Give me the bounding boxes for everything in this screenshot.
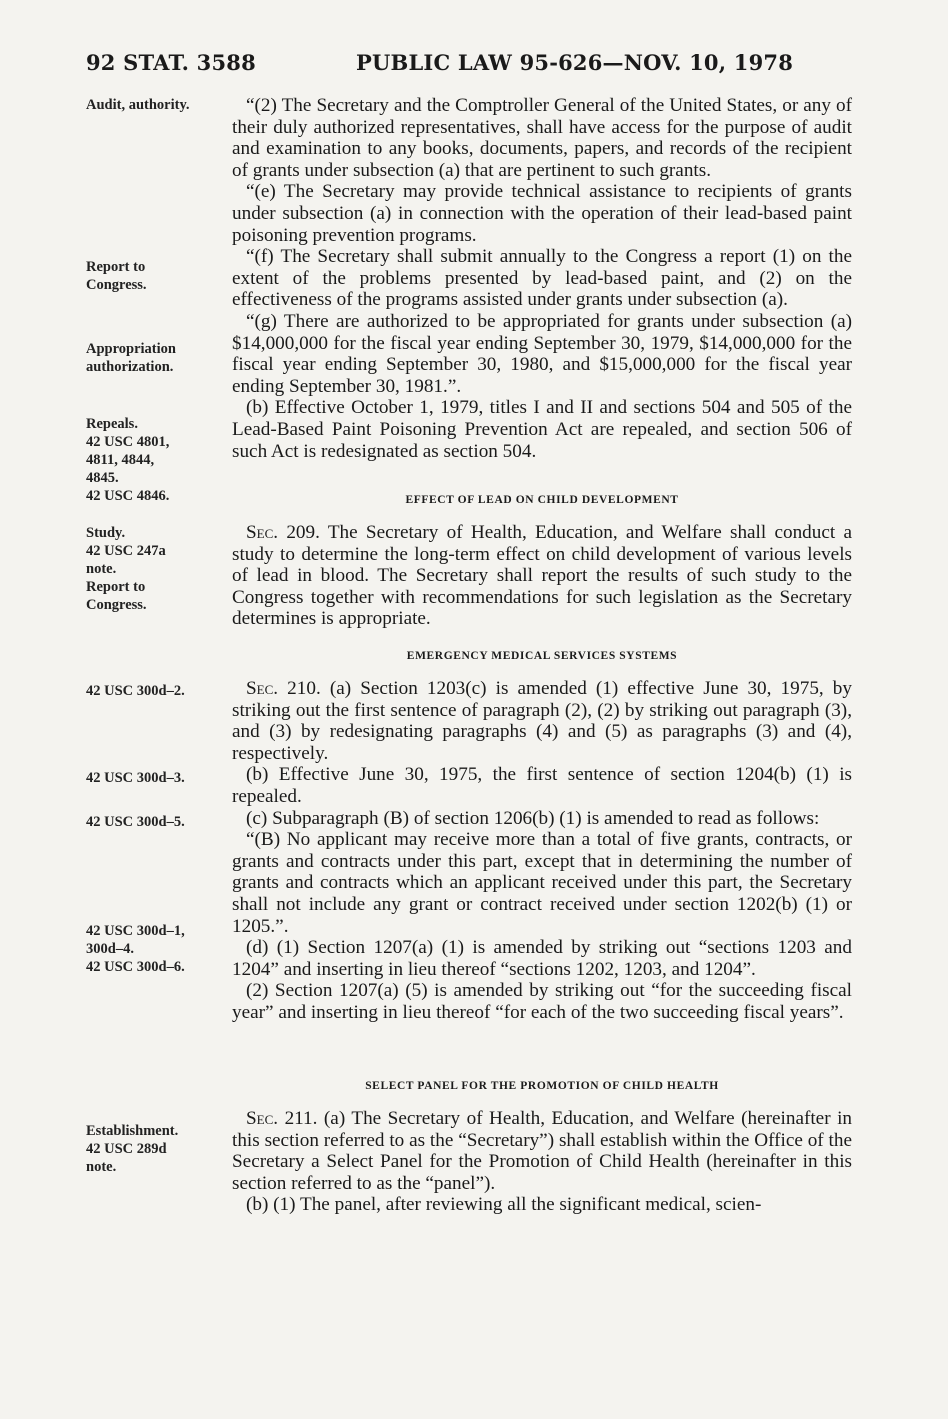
margin-note-300d-5: 42 USC 300d–5.	[86, 814, 185, 830]
margin-note-study: Study. 42 USC 247a note. Report to Congress.	[86, 525, 166, 613]
paragraph-g: “(g) There are authorized to be appropriated for grants under subsection (a) $14,000,000 for the fiscal year ending September 30, 1979, $14,000,000 for the fiscal year ending September 30, 1980, and $15,000,000 for the fiscal year ending September 30, 1981.”.	[232, 310, 852, 397]
statute-page-number: 92 STAT. 3588	[86, 50, 256, 75]
margin-note-establishment: Establishment. 42 USC 289d note.	[86, 1123, 179, 1175]
body-block-4	[232, 1108, 852, 1216]
margin-note-300d-3: 42 USC 300d–3.	[86, 770, 185, 786]
paragraph-210d1: (d) (1) Section 1207(a) (1) is amended by striking out “sections 1203 and 1204” and inserting in lieu thereof “sections 1202, 1203, and 1204”.	[232, 937, 852, 980]
section-209-text: The Secretary of Health, Education, and Welfare shall conduct a study to determine the long-term effect on child development of various levels of lead in blood. The Secretary shall report the results of such study to the Congress together with recommendations for such legislation as the Secretary determines is appropriate.	[232, 522, 852, 630]
section-211-text: (a) The Secretary of Health, Education, and Welfare (hereinafter in this section referred to as the “Secretary”) shall establish within the Office of the Secretary a Select Panel for the Promotion of Child Health (hereinafter in this section referred to as the “panel”).	[232, 1108, 852, 1194]
paragraph-f: “(f) The Secretary shall submit annually to the Congress a report (1) on the extent of the problems presented by lead-based paint, and (2) on the effectiveness of the programs assisted under grants under subsection (a).	[232, 246, 852, 311]
section-211-label: Sec. 211.	[246, 1108, 318, 1129]
body-block-2	[232, 522, 852, 630]
section-210-label: Sec. 210.	[246, 678, 321, 699]
margin-note-appropriation: Appropriation authorization.	[86, 341, 176, 375]
paragraph-repeal: (b) Effective October 1, 1979, titles I and II and sections 504 and 505 of the Lead-Based Paint Poisoning Prevention Act are repealed, and section 506 of such Act is redesignated as section 504.	[232, 397, 852, 462]
margin-note-report: Report to Congress.	[86, 259, 147, 293]
heading-ems: EMERGENCY MEDICAL SERVICES SYSTEMS	[406, 650, 678, 662]
margin-note-repeals: Repeals. 42 USC 4801, 4811, 4844, 4845. 42 USC 4846.	[86, 416, 170, 504]
paragraph-210cB: “(B) No applicant may receive more than a total of five grants, contracts, or grants and contracts under this part, except that in determining the number of grants and contracts which an applicant received under this part, the Secretary shall not include any grant or contract received under section 1202(b) (1) or 1205.”.	[232, 829, 852, 937]
paragraph-e: “(e) The Secretary may provide technical assistance to recipients of grants under subsection (a) in connection with the operation of their lead-based paint poisoning prevention programs.	[232, 181, 852, 246]
paragraph-d2: “(2) The Secretary and the Comptroller General of the United States, or any of their duly authorized representatives, shall have access for the purpose of audit and examination to any books, documents, papers, and records of the recipient of grants under subsection (a) that are pertinent to such grants.	[232, 95, 852, 181]
paragraph-210d2: (2) Section 1207(a) (5) is amended by striking out “for the succeeding fiscal year” and inserting in lieu thereof “for each of the two succeeding fiscal years”.	[232, 980, 852, 1023]
margin-note-300d-2: 42 USC 300d–2.	[86, 683, 185, 699]
section-210-text: (a) Section 1203(c) is amended (1) effective June 30, 1975, by striking out the first sentence of paragraph (2), (2) by striking out paragraph (3), and (3) by redesignating paragraphs (4) and (5) as paragraphs (3) and (4), respectively.	[232, 678, 852, 764]
heading-lead-effect: EFFECT OF LEAD ON CHILD DEVELOPMENT	[405, 494, 679, 506]
heading-select-panel: SELECT PANEL FOR THE PROMOTION OF CHILD HEALTH	[365, 1080, 719, 1092]
public-law-header: PUBLIC LAW 95-626—NOV. 10, 1978	[356, 50, 794, 75]
paragraph-210b: (b) Effective June 30, 1975, the first sentence of section 1204(b) (1) is repealed.	[232, 764, 852, 807]
section-209	[232, 522, 852, 630]
section-210	[232, 678, 852, 764]
section-209-label: Sec. 209.	[246, 522, 320, 543]
paragraph-210c: (c) Subparagraph (B) of section 1206(b) (1) is amended to read as follows:	[246, 807, 820, 829]
margin-note-audit: Audit, authority.	[86, 97, 190, 113]
body-block-1	[232, 95, 852, 462]
body-block-3	[232, 678, 852, 1024]
paragraph-211b: (b) (1) The panel, after reviewing all the significant medical, scien-	[246, 1194, 762, 1216]
section-211	[232, 1108, 852, 1194]
margin-note-300d-1: 42 USC 300d–1, 300d–4. 42 USC 300d–6.	[86, 923, 185, 975]
